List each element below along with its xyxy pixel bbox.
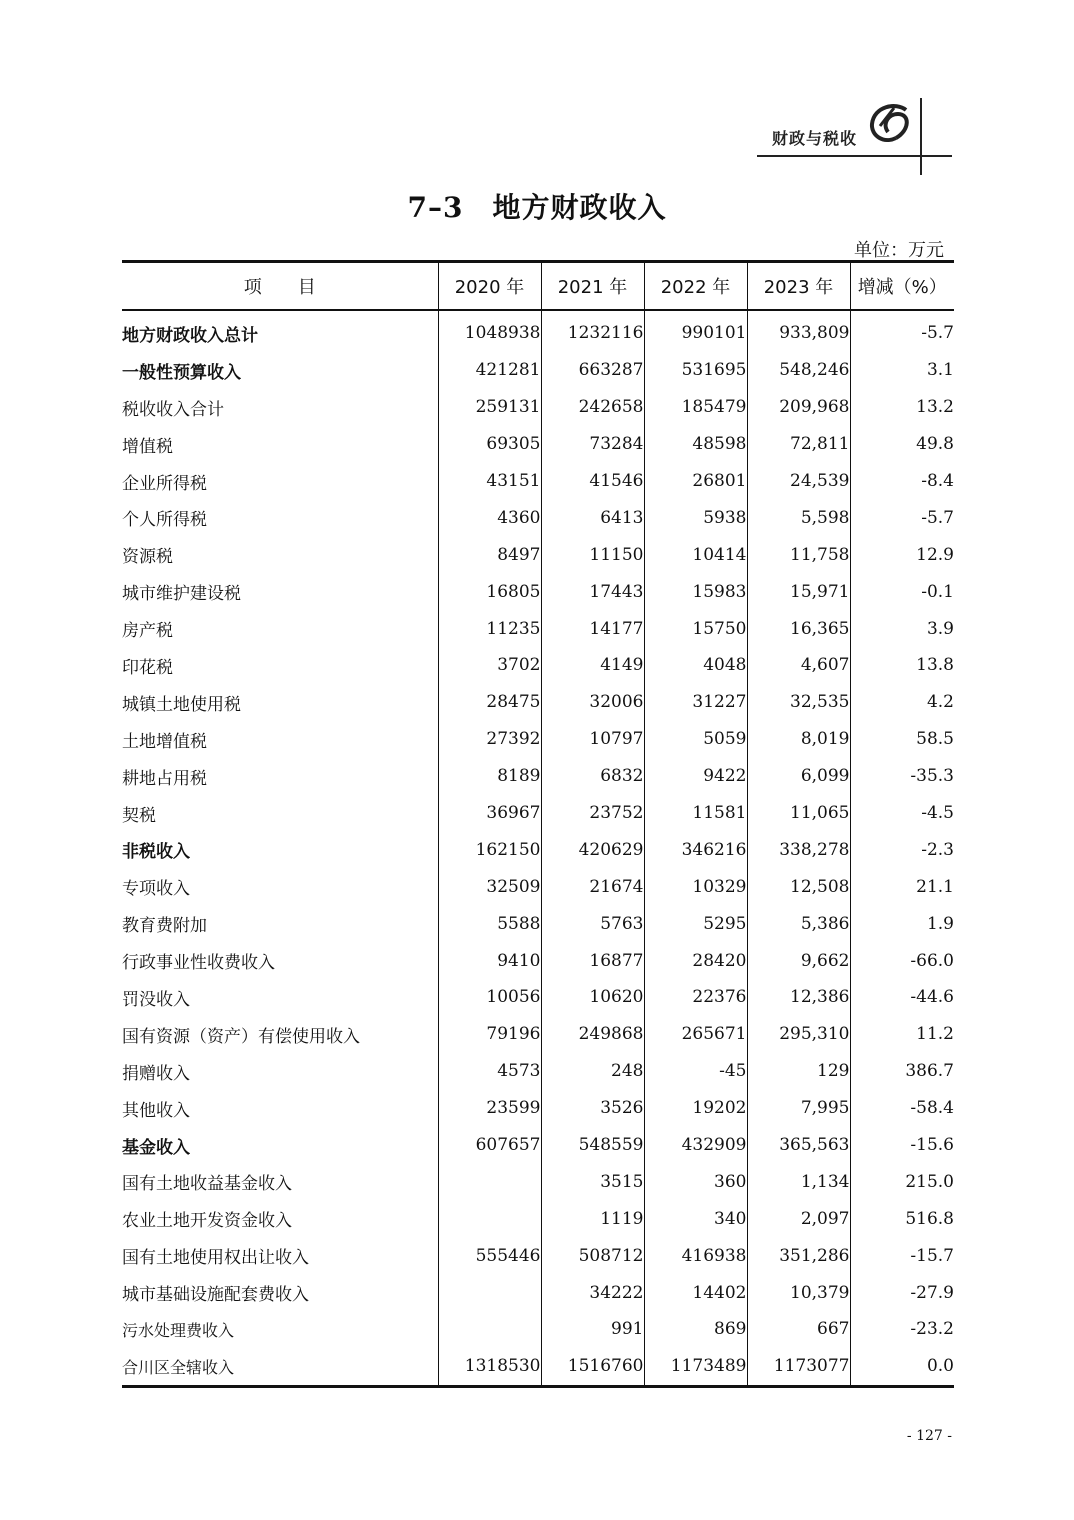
row-label: 资源税 bbox=[122, 547, 173, 568]
row-value bbox=[438, 1274, 541, 1311]
row-value: 10620 bbox=[541, 979, 644, 1016]
table-row bbox=[122, 499, 954, 536]
row-value: 12.9 bbox=[850, 536, 954, 573]
row-label: 污水处理费收入 bbox=[122, 1320, 235, 1340]
row-value: 23599 bbox=[438, 1090, 541, 1127]
table-row bbox=[122, 1311, 954, 1348]
row-value: 11235 bbox=[438, 610, 541, 647]
row-value: 12,386 bbox=[747, 979, 850, 1016]
row-value: 991 bbox=[541, 1311, 644, 1348]
row-label: 行政事业性收费收入 bbox=[122, 953, 275, 974]
row-value: 933,809 bbox=[747, 310, 850, 352]
row-label: 农业土地开发资金收入 bbox=[122, 1211, 292, 1232]
unit-label: 单位：万元 bbox=[854, 240, 944, 261]
row-value: 11,758 bbox=[747, 536, 850, 573]
row-value: 516.8 bbox=[850, 1200, 954, 1237]
row-value: 548559 bbox=[541, 1127, 644, 1164]
row-value: 4149 bbox=[541, 647, 644, 684]
row-value: 11,065 bbox=[747, 795, 850, 832]
section-header-text: 财政与税收 bbox=[772, 129, 858, 148]
row-value: -66.0 bbox=[850, 942, 954, 979]
row-value: 365,563 bbox=[747, 1127, 850, 1164]
row-value: 1318530 bbox=[438, 1348, 541, 1386]
row-value: 4.2 bbox=[850, 684, 954, 721]
row-value: 19202 bbox=[644, 1090, 747, 1127]
row-label: 土地增值税 bbox=[122, 731, 207, 752]
revenue-table bbox=[122, 260, 954, 1388]
row-value: 421281 bbox=[438, 352, 541, 389]
row-value: 3515 bbox=[541, 1163, 644, 1200]
table-row bbox=[122, 684, 954, 721]
table-row bbox=[122, 1237, 954, 1274]
table-row bbox=[122, 573, 954, 610]
row-label: 专项收入 bbox=[122, 879, 190, 900]
row-value: 14402 bbox=[644, 1274, 747, 1311]
row-value: 508712 bbox=[541, 1237, 644, 1274]
row-label: 合川区全辖收入 bbox=[122, 1348, 438, 1386]
row-value: 8189 bbox=[438, 758, 541, 795]
row-value: -0.1 bbox=[850, 573, 954, 610]
row-value: 1048938 bbox=[438, 310, 541, 352]
row-value: 1173077 bbox=[747, 1348, 850, 1386]
row-label: 其他收入 bbox=[122, 1100, 190, 1121]
row-value bbox=[438, 1200, 541, 1237]
row-value: 15983 bbox=[644, 573, 747, 610]
row-value: 3702 bbox=[438, 647, 541, 684]
row-value: 12,508 bbox=[747, 868, 850, 905]
row-label: 国有资源（资产）有偿使用收入 bbox=[122, 1026, 360, 1047]
table-row bbox=[122, 795, 954, 832]
row-label: 契税 bbox=[122, 805, 156, 826]
header-rule-vertical bbox=[920, 98, 922, 175]
row-value: 5,386 bbox=[747, 905, 850, 942]
row-value: 16877 bbox=[541, 942, 644, 979]
row-value: 11150 bbox=[541, 536, 644, 573]
row-value: -27.9 bbox=[850, 1274, 954, 1311]
row-value: 73284 bbox=[541, 426, 644, 463]
table-header-row bbox=[122, 262, 954, 311]
table-row bbox=[122, 831, 954, 868]
row-label: 国有土地收益基金收入 bbox=[122, 1174, 292, 1195]
table-row bbox=[122, 352, 954, 389]
row-value: 22376 bbox=[644, 979, 747, 1016]
row-value: 248 bbox=[541, 1053, 644, 1090]
row-value: 6,099 bbox=[747, 758, 850, 795]
row-value: 9,662 bbox=[747, 942, 850, 979]
row-value: 420629 bbox=[541, 831, 644, 868]
table-row bbox=[122, 1348, 954, 1386]
row-value: 3.9 bbox=[850, 610, 954, 647]
row-value: -44.6 bbox=[850, 979, 954, 1016]
table-row bbox=[122, 868, 954, 905]
row-value: -35.3 bbox=[850, 758, 954, 795]
row-value: 36967 bbox=[438, 795, 541, 832]
row-value: 869 bbox=[644, 1311, 747, 1348]
row-value: 32,535 bbox=[747, 684, 850, 721]
row-value: 43151 bbox=[438, 463, 541, 500]
table-row bbox=[122, 426, 954, 463]
row-value: 4,607 bbox=[747, 647, 850, 684]
row-value: 129 bbox=[747, 1053, 850, 1090]
row-value: -8.4 bbox=[850, 463, 954, 500]
row-label: 国有土地使用权出让收入 bbox=[122, 1248, 309, 1269]
row-value: 5763 bbox=[541, 905, 644, 942]
row-value: 548,246 bbox=[747, 352, 850, 389]
row-value: 48598 bbox=[644, 426, 747, 463]
row-label: 印花税 bbox=[122, 657, 173, 678]
row-value: 242658 bbox=[541, 389, 644, 426]
row-value: 24,539 bbox=[747, 463, 850, 500]
row-value: 23752 bbox=[541, 795, 644, 832]
row-value: 4360 bbox=[438, 499, 541, 536]
row-value: 10797 bbox=[541, 721, 644, 758]
row-value: 11581 bbox=[644, 795, 747, 832]
row-label: 房产税 bbox=[122, 621, 173, 642]
row-value: 555446 bbox=[438, 1237, 541, 1274]
row-value: 8497 bbox=[438, 536, 541, 573]
table-body bbox=[122, 310, 954, 1386]
row-value: 1.9 bbox=[850, 905, 954, 942]
row-value: 432909 bbox=[644, 1127, 747, 1164]
row-value: 340 bbox=[644, 1200, 747, 1237]
row-value: 3526 bbox=[541, 1090, 644, 1127]
row-value: 185479 bbox=[644, 389, 747, 426]
row-value: 27392 bbox=[438, 721, 541, 758]
column-header: 2020 年 bbox=[438, 262, 541, 311]
row-value: 4573 bbox=[438, 1053, 541, 1090]
row-value: 15,971 bbox=[747, 573, 850, 610]
row-value: 1,134 bbox=[747, 1163, 850, 1200]
row-value: 3.1 bbox=[850, 352, 954, 389]
row-value: 9410 bbox=[438, 942, 541, 979]
row-value: 17443 bbox=[541, 573, 644, 610]
row-value: 13.8 bbox=[850, 647, 954, 684]
row-value: 16805 bbox=[438, 573, 541, 610]
row-value: 1232116 bbox=[541, 310, 644, 352]
row-value: 663287 bbox=[541, 352, 644, 389]
table-row bbox=[122, 647, 954, 684]
table-row bbox=[122, 1200, 954, 1237]
row-value: 8,019 bbox=[747, 721, 850, 758]
table-row bbox=[122, 979, 954, 1016]
column-header: 2021 年 bbox=[541, 262, 644, 311]
row-value: -4.5 bbox=[850, 795, 954, 832]
row-label: 捐赠收入 bbox=[122, 1063, 190, 1084]
row-value: 7,995 bbox=[747, 1090, 850, 1127]
row-value: 28475 bbox=[438, 684, 541, 721]
column-header: 2023 年 bbox=[747, 262, 850, 311]
row-value: 215.0 bbox=[850, 1163, 954, 1200]
row-label: 城市维护建设税 bbox=[122, 584, 241, 605]
row-value: 2,097 bbox=[747, 1200, 850, 1237]
row-value: 79196 bbox=[438, 1016, 541, 1053]
row-value: 49.8 bbox=[850, 426, 954, 463]
table-row bbox=[122, 758, 954, 795]
row-value: 259131 bbox=[438, 389, 541, 426]
row-value: 5295 bbox=[644, 905, 747, 942]
table-row bbox=[122, 721, 954, 758]
row-value: 10056 bbox=[438, 979, 541, 1016]
row-value: 72,811 bbox=[747, 426, 850, 463]
row-value: 265671 bbox=[644, 1016, 747, 1053]
table-row bbox=[122, 905, 954, 942]
row-value: 295,310 bbox=[747, 1016, 850, 1053]
row-value: 26801 bbox=[644, 463, 747, 500]
row-value: 162150 bbox=[438, 831, 541, 868]
row-value: 28420 bbox=[644, 942, 747, 979]
row-value: -15.6 bbox=[850, 1127, 954, 1164]
row-value: 416938 bbox=[644, 1237, 747, 1274]
row-value: 9422 bbox=[644, 758, 747, 795]
table-row bbox=[122, 1016, 954, 1053]
row-label: 非税收入 bbox=[122, 842, 190, 863]
row-value: 6413 bbox=[541, 499, 644, 536]
row-label: 基金收入 bbox=[122, 1137, 190, 1158]
row-value: 5,598 bbox=[747, 499, 850, 536]
row-value: -5.7 bbox=[850, 310, 954, 352]
header-rule-horizontal bbox=[757, 155, 952, 157]
row-label: 个人所得税 bbox=[122, 510, 207, 531]
table-row bbox=[122, 310, 954, 352]
row-value: 5059 bbox=[644, 721, 747, 758]
row-value: 69305 bbox=[438, 426, 541, 463]
row-value: 4048 bbox=[644, 647, 747, 684]
row-value: 667 bbox=[747, 1311, 850, 1348]
row-value: 1173489 bbox=[644, 1348, 747, 1386]
row-value: 14177 bbox=[541, 610, 644, 647]
row-value: 41546 bbox=[541, 463, 644, 500]
row-value: 11.2 bbox=[850, 1016, 954, 1053]
row-value: 16,365 bbox=[747, 610, 850, 647]
row-label: 地方财政收入总计 bbox=[122, 325, 258, 346]
row-value: 10329 bbox=[644, 868, 747, 905]
table-row bbox=[122, 463, 954, 500]
row-value: 1516760 bbox=[541, 1348, 644, 1386]
row-value: 10414 bbox=[644, 536, 747, 573]
row-value: 21.1 bbox=[850, 868, 954, 905]
table-row bbox=[122, 536, 954, 573]
table-row bbox=[122, 1163, 954, 1200]
row-value: 386.7 bbox=[850, 1053, 954, 1090]
row-value: 32509 bbox=[438, 868, 541, 905]
row-value: 13.2 bbox=[850, 389, 954, 426]
table-row bbox=[122, 1127, 954, 1164]
row-value: 21674 bbox=[541, 868, 644, 905]
table-row bbox=[122, 1090, 954, 1127]
table-row bbox=[122, 942, 954, 979]
row-value bbox=[438, 1163, 541, 1200]
row-label: 增值税 bbox=[122, 436, 173, 457]
row-value: 1119 bbox=[541, 1200, 644, 1237]
row-label: 耕地占用税 bbox=[122, 768, 207, 789]
row-value: 34222 bbox=[541, 1274, 644, 1311]
table-row bbox=[122, 1274, 954, 1311]
row-value: 32006 bbox=[541, 684, 644, 721]
row-label: 城镇土地使用税 bbox=[122, 694, 241, 715]
row-value: 360 bbox=[644, 1163, 747, 1200]
row-value: 531695 bbox=[644, 352, 747, 389]
row-value: 58.5 bbox=[850, 721, 954, 758]
row-value: 990101 bbox=[644, 310, 747, 352]
row-label: 城市基础设施配套费收入 bbox=[122, 1285, 309, 1306]
row-value: 6832 bbox=[541, 758, 644, 795]
swirl-logo-icon bbox=[866, 102, 914, 146]
row-value: 5938 bbox=[644, 499, 747, 536]
row-value: -15.7 bbox=[850, 1237, 954, 1274]
row-value: 249868 bbox=[541, 1016, 644, 1053]
row-value: -23.2 bbox=[850, 1311, 954, 1348]
page-number: - 127 - bbox=[906, 1428, 952, 1444]
row-value: 209,968 bbox=[747, 389, 850, 426]
row-value: -2.3 bbox=[850, 831, 954, 868]
row-value: 607657 bbox=[438, 1127, 541, 1164]
row-label: 税收收入合计 bbox=[122, 399, 224, 420]
row-value: 31227 bbox=[644, 684, 747, 721]
table-row bbox=[122, 610, 954, 647]
row-value: 0.0 bbox=[850, 1348, 954, 1386]
row-value: -45 bbox=[644, 1053, 747, 1090]
row-value: 351,286 bbox=[747, 1237, 850, 1274]
row-value: 338,278 bbox=[747, 831, 850, 868]
row-value bbox=[438, 1311, 541, 1348]
row-label: 教育费附加 bbox=[122, 916, 207, 937]
row-label: 罚没收入 bbox=[122, 989, 190, 1010]
row-value: 15750 bbox=[644, 610, 747, 647]
column-header: 项 目 bbox=[122, 262, 438, 311]
row-value: 5588 bbox=[438, 905, 541, 942]
row-value: 10,379 bbox=[747, 1274, 850, 1311]
row-value: -58.4 bbox=[850, 1090, 954, 1127]
row-label: 企业所得税 bbox=[122, 473, 207, 494]
table-row bbox=[122, 389, 954, 426]
table-row bbox=[122, 1053, 954, 1090]
row-label: 一般性预算收入 bbox=[122, 362, 241, 383]
column-header: 2022 年 bbox=[644, 262, 747, 311]
row-value: 346216 bbox=[644, 831, 747, 868]
page-title: 7–3 地方财政收入 bbox=[407, 191, 667, 224]
column-header: 增减（%） bbox=[850, 262, 954, 311]
row-value: -5.7 bbox=[850, 499, 954, 536]
